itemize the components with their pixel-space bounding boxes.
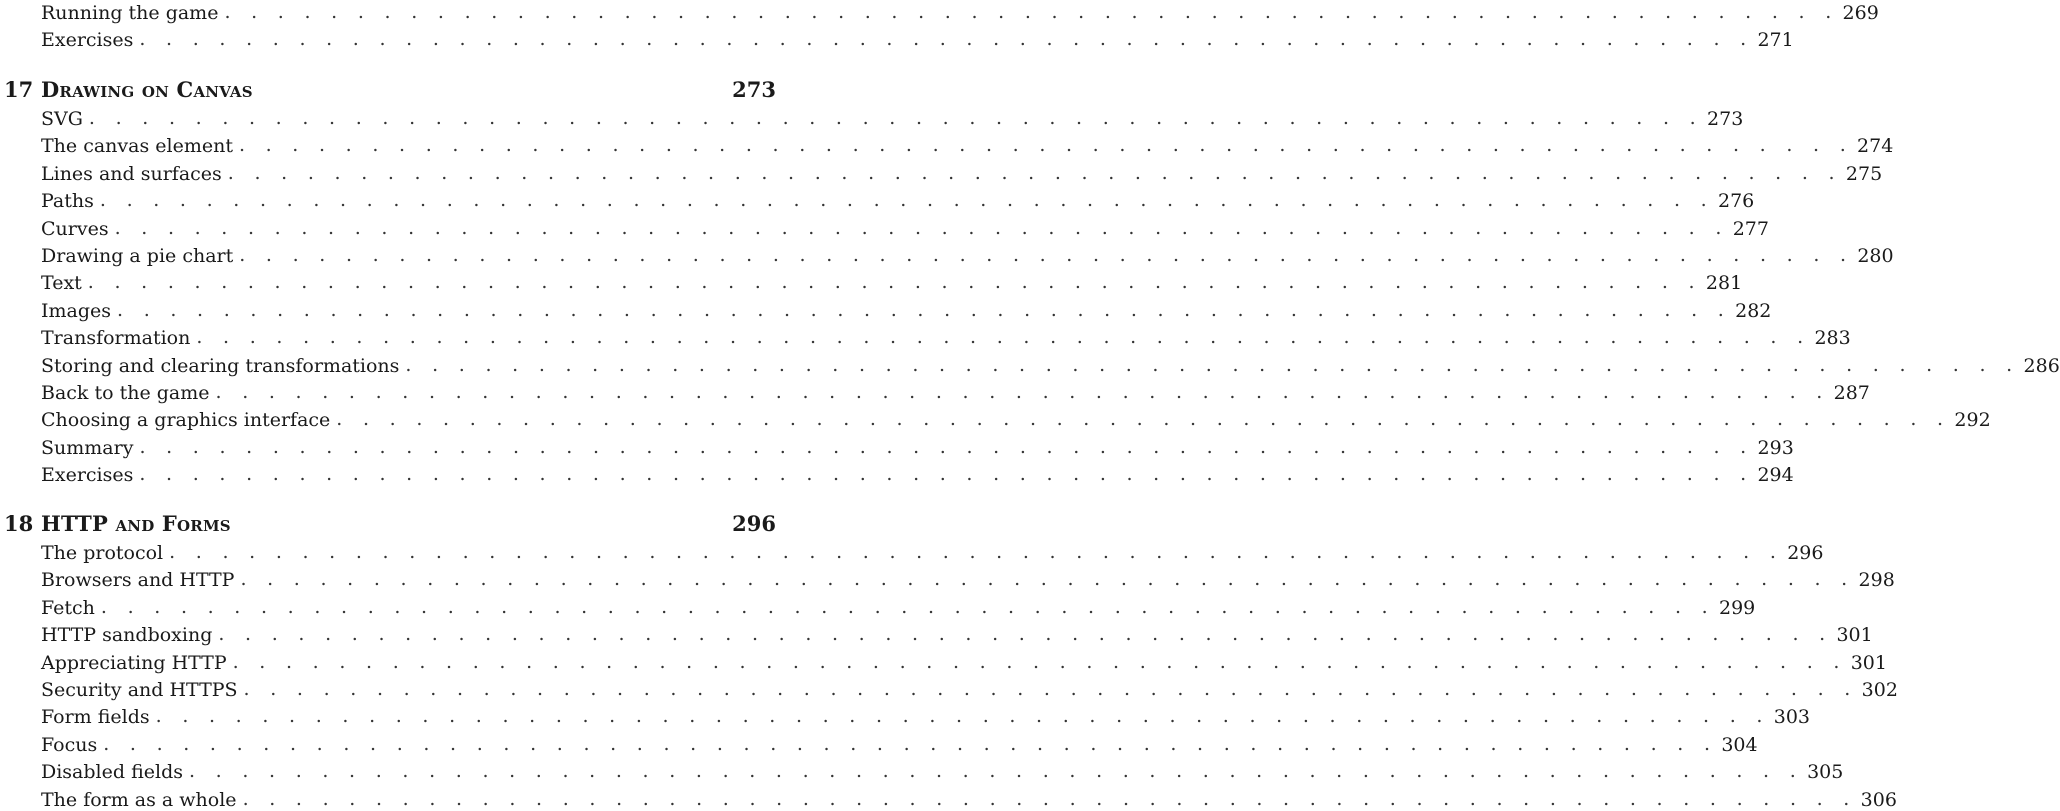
toc-entry[interactable] [41, 459, 1794, 487]
toc-entry[interactable] [41, 619, 1873, 647]
chapter-number: 18 [4, 511, 34, 536]
toc-entry-page: 274 [1857, 135, 1894, 158]
leader-dots: . . . . . . . . . . . . . . . . . . . . . . . . . . . . . . . . . . . . . . . . . . . . . . . . . . . . . . . . . . . . . [218, 623, 1833, 646]
leader-dots: . . . . . . . . . . . . . . . . . . . . . . . . . . . . . . . . . . . . . . . . . . . . . . . . . . . . . . . . . . . . . [238, 134, 1854, 157]
leader-dots: . . . . . . . . . . . . . . . . . . . . . . . . . . . . . . . . . . . . . . . . . . . . . . . . . . . . . . . . . . . . . [169, 541, 1784, 563]
toc-entry-page: 286 [2023, 354, 2060, 377]
toc-entry[interactable] [41, 185, 1755, 213]
toc-entry-title: The form as a whole [41, 788, 237, 811]
toc-entry-title: Back to the game [41, 382, 210, 404]
toc-entry[interactable] [41, 432, 1794, 459]
toc-entry-title: Curves [41, 217, 109, 240]
leader-dots: . . . . . . . . . . . . . . . . . . . . . . . . . . . . . . . . . . . . . . . . . . . . . . . . . . . . . . . . . . . . . [227, 161, 1842, 184]
chapter-heading[interactable] [4, 72, 776, 102]
toc-entry[interactable] [41, 647, 1887, 674]
toc-entry[interactable] [41, 295, 1772, 322]
leader-dots: . . . . . . . . . . . . . . . . . . . . . . . . . . . . . . . . . . . . . . . . . . . . . . . . . . . . . . . . . . . . . [100, 595, 1715, 618]
toc-entry-title: Exercises [41, 464, 134, 487]
leader-dots: . . . . . . . . . . . . . . . . . . . . . . . . . . . . . . . . . . . . . . . . . . . . . . . . . . . . . . . . . . . . . [232, 650, 1847, 673]
toc-entry-page: 301 [1850, 651, 1887, 674]
leader-dots: . . . . . . . . . . . . . . . . . . . . . . . . . . . . . . . . . . . . . . . . . . . . . . . . . . . . . . . . . . . . . [243, 678, 1858, 700]
toc-entry-title: The protocol [41, 542, 164, 564]
toc-entry[interactable] [41, 213, 1769, 240]
toc-entry-page: 287 [1833, 382, 1870, 404]
leader-dots: . . . . . . . . . . . . . . . . . . . . . . . . . . . . . . . . . . . . . . . . . . . . . . . . . . . . . . . . . . . . . [88, 107, 1704, 129]
toc-entry-page: 281 [1705, 272, 1743, 295]
toc-entry-page: 294 [1757, 464, 1794, 487]
toc-entry[interactable] [41, 158, 1883, 185]
toc-entry-title: Paths [41, 190, 94, 213]
toc-entry-page: 271 [1757, 29, 1794, 52]
toc-entry-title: Drawing a pie chart [41, 245, 234, 267]
leader-dots: . . . . . . . . . . . . . . . . . . . . . . . . . . . . . . . . . . . . . . . . . . . . . . . . . . . . . . . . . . . . . [240, 568, 1855, 591]
toc-entry-title: HTTP sandboxing [41, 624, 213, 647]
leader-dots: . . . . . . . . . . . . . . . . . . . . . . . . . . . . . . . . . . . . . . . . . . . . . . . . . . . . . . . . . . . . . [155, 705, 1770, 728]
toc-entry-page: 301 [1836, 624, 1873, 647]
toc-entry[interactable] [41, 240, 1894, 267]
chapter-title: HTTP and Forms [41, 511, 231, 536]
toc-entry-page: 293 [1757, 436, 1794, 459]
leader-dots: . . . . . . . . . . . . . . . . . . . . . . . . . . . . . . . . . . . . . . . . . . . . . . . . . . . . . . . . . . . . . [239, 244, 1854, 266]
leader-dots: . . . . . . . . . . . . . . . . . . . . . . . . . . . . . . . . . . . . . . . . . . . . . . . . . . . . . . . . . . . . . [117, 298, 1732, 321]
toc-entry-page: 292 [1954, 409, 1991, 432]
toc-entry-page: 305 [1807, 761, 1844, 784]
toc-entry[interactable] [41, 564, 1895, 592]
toc-entry[interactable] [41, 729, 1758, 756]
leader-dots: . . . . . . . . . . . . . . . . . . . . . . . . . . . . . . . . . . . . . . . . . . . . . . . . . . . . . . . . . . . . . [103, 732, 1718, 755]
toc-entry-title: The canvas element [41, 135, 233, 158]
toc-entry-page: 269 [1842, 2, 1879, 24]
chapter-page: 296 [732, 511, 776, 536]
chapter-number: 17 [4, 77, 34, 102]
toc-entry-title: Lines and surfaces [41, 162, 222, 185]
toc-entry[interactable] [41, 267, 1743, 295]
toc-entry[interactable] [41, 674, 1898, 701]
chapter-title: Drawing on Canvas [41, 77, 253, 102]
leader-dots: . . . . . . . . . . . . . . . . . . . . . . . . . . . . . . . . . . . . . . . . . . . . . . . . . . . . . . . . . . . . . [87, 271, 1702, 294]
toc-entry-title: Disabled fields [41, 761, 183, 784]
chapter-heading[interactable] [4, 506, 776, 536]
toc-entry-page: 280 [1857, 245, 1894, 267]
leader-dots: . . . . . . . . . . . . . . . . . . . . . . . . . . . . . . . . . . . . . . . . . . . . . . . . . . . . . . . . . . . . . [336, 408, 1951, 431]
toc-entry-page: 273 [1707, 108, 1744, 130]
toc-entry[interactable] [41, 103, 1744, 130]
toc-entry[interactable] [41, 592, 1756, 619]
toc-entry[interactable] [41, 0, 1879, 24]
toc-entry-page: 276 [1717, 190, 1755, 213]
toc-entry[interactable] [41, 377, 1870, 404]
leader-dots: . . . . . . . . . . . . . . . . . . . . . . . . . . . . . . . . . . . . . . . . . . . . . . . . . . . . . . . . . . . . . [139, 463, 1754, 486]
toc-entry[interactable] [41, 701, 1810, 729]
toc-entry-title: Text [41, 272, 82, 295]
chapter-page: 273 [732, 77, 776, 102]
toc-entry-page: 277 [1732, 217, 1769, 240]
toc-entry-title: Fetch [41, 596, 95, 619]
toc-entry-title: SVG [41, 108, 83, 130]
leader-dots: . . . . . . . . . . . . . . . . . . . . . . . . . . . . . . . . . . . . . . . . . . . . . . . . . . . . . . . . . . . . . [224, 1, 1839, 23]
leader-dots: . . . . . . . . . . . . . . . . . . . . . . . . . . . . . . . . . . . . . . . . . . . . . . . . . . . . . . . . . . . . . [114, 216, 1729, 239]
leader-dots: . . . . . . . . . . . . . . . . . . . . . . . . . . . . . . . . . . . . . . . . . . . . . . . . . . . . . . . . . . . . . [215, 381, 1830, 403]
toc-entry[interactable] [41, 537, 1824, 564]
toc-entry-page: 302 [1861, 679, 1898, 701]
toc-entry[interactable] [41, 404, 1991, 432]
toc-entry-page: 282 [1735, 299, 1772, 322]
leader-dots: . . . . . . . . . . . . . . . . . . . . . . . . . . . . . . . . . . . . . . . . . . . . . . . . . . . . . . . . . . . . . [139, 28, 1754, 51]
toc-entry-page: 296 [1787, 542, 1824, 564]
toc-entry-page: 306 [1860, 788, 1897, 811]
toc-entry[interactable] [41, 350, 2060, 377]
toc-entry-title: Images [41, 299, 112, 322]
toc-entry-title: Summary [41, 436, 134, 459]
toc-entry-page: 283 [1814, 327, 1851, 350]
leader-dots: . . . . . . . . . . . . . . . . . . . . . . . . . . . . . . . . . . . . . . . . . . . . . . . . . . . . . . . . . . . . . [405, 353, 2020, 376]
toc-entry[interactable] [41, 756, 1844, 784]
leader-dots: . . . . . . . . . . . . . . . . . . . . . . . . . . . . . . . . . . . . . . . . . . . . . . . . . . . . . . . . . . . . . [196, 326, 1811, 349]
toc-entry-title: Form fields [41, 706, 150, 729]
toc-entry-page: 275 [1845, 162, 1883, 185]
leader-dots: . . . . . . . . . . . . . . . . . . . . . . . . . . . . . . . . . . . . . . . . . . . . . . . . . . . . . . . . . . . . . [99, 189, 1714, 212]
toc-entry-title: Security and HTTPS [41, 679, 238, 701]
toc-entry-page: 299 [1719, 596, 1756, 619]
toc-entry-page: 303 [1773, 706, 1810, 729]
toc-entry-title: Browsers and HTTP [41, 569, 235, 592]
leader-dots: . . . . . . . . . . . . . . . . . . . . . . . . . . . . . . . . . . . . . . . . . . . . . . . . . . . . . . . . . . . . . [139, 435, 1754, 458]
toc-entry-page: 304 [1721, 733, 1758, 756]
toc-entry-title: Appreciating HTTP [41, 651, 227, 674]
leader-dots: . . . . . . . . . . . . . . . . . . . . . . . . . . . . . . . . . . . . . . . . . . . . . . . . . . . . . . . . . . . . . [188, 760, 1804, 783]
leader-dots: . . . . . . . . . . . . . . . . . . . . . . . . . . . . . . . . . . . . . . . . . . . . . . . . . . . . . . . . . . . . . [242, 787, 1857, 810]
toc-entry-title: Choosing a graphics interface [41, 409, 331, 432]
toc-entry[interactable] [41, 784, 1897, 811]
toc-entry-page: 298 [1858, 569, 1895, 592]
toc-entry-title: Focus [41, 733, 98, 756]
toc-entry-title: Exercises [41, 29, 134, 52]
toc-entry-title: Running the game [41, 2, 219, 24]
toc-entry-title: Storing and clearing transformations [41, 354, 400, 377]
toc-entry[interactable] [41, 322, 1851, 350]
toc-entry[interactable] [41, 130, 1894, 158]
toc-entry-title: Transformation [41, 327, 191, 350]
toc-entry[interactable] [41, 24, 1794, 52]
